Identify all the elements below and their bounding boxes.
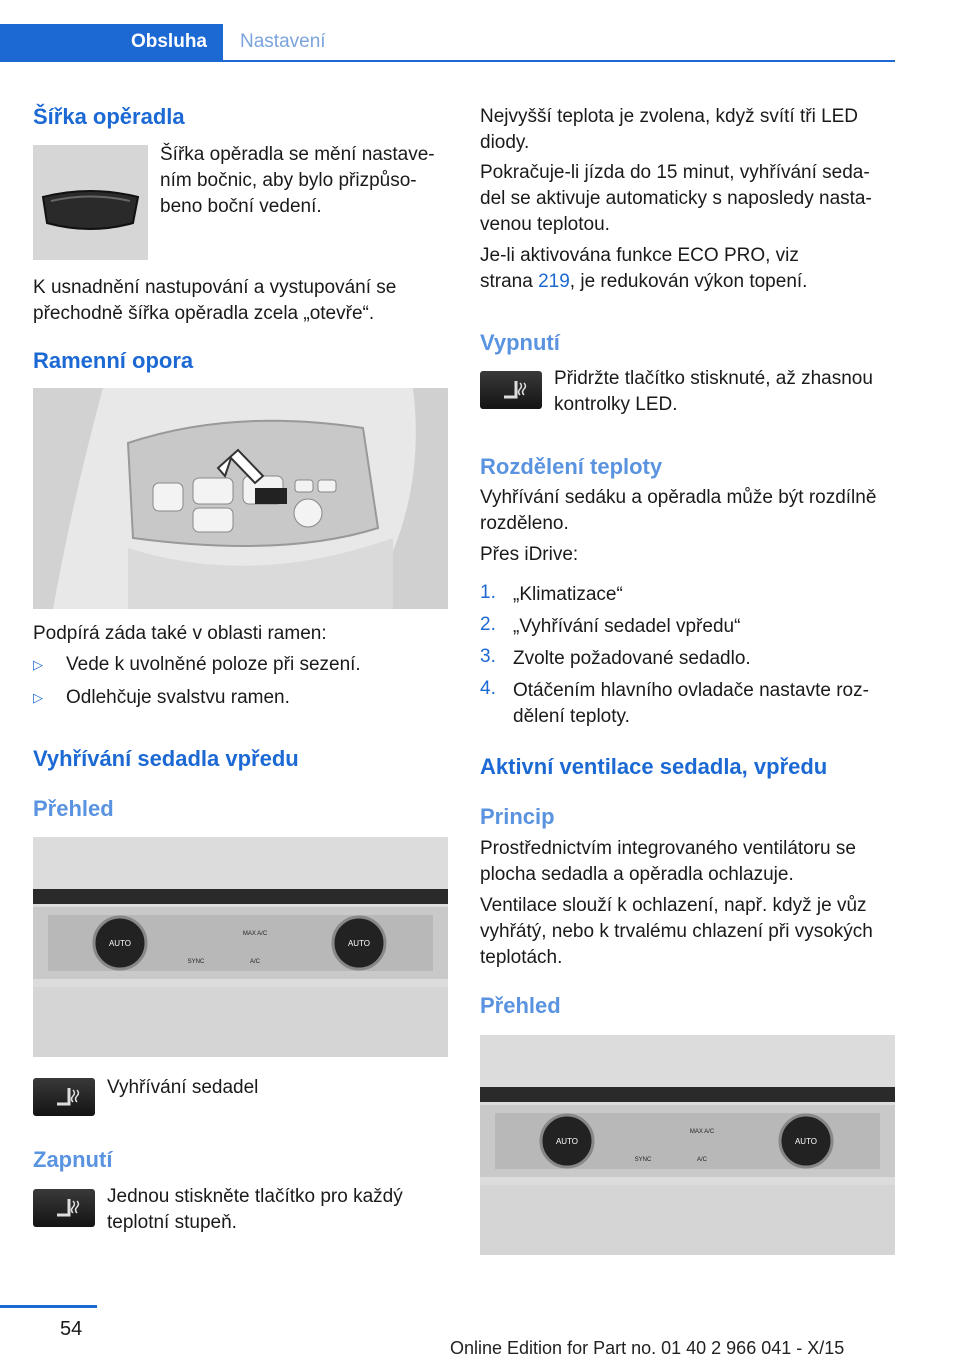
footer-edition: Online Edition for Part no. 01 40 2 966 041 - X/15 <box>450 1338 845 1358</box>
eco-pro-text-line2 <box>480 269 807 295</box>
heading-temp-distribution: Rozdělení teploty <box>480 454 663 479</box>
auto-resume-text: Pokračuje-li jízda do 15 minut, vyhřívání seda- del se aktivuje automaticky s naposledy nasta- venou teplotou. <box>480 162 872 235</box>
page-link-219[interactable]: 219 <box>538 271 570 292</box>
seat-controls-image <box>33 388 448 609</box>
climate-panel-image <box>33 837 448 1057</box>
svg-text:AUTO: AUTO <box>555 1137 579 1146</box>
temp-distribution-text: Vyhřívání sedáku a opěradla může být rozdílně rozděleno. <box>480 487 877 534</box>
eco-pro-text-prefix: strana <box>480 271 539 292</box>
svg-text:AUTO: AUTO <box>794 1137 818 1146</box>
principle-text-1: Prostřednictvím integrovaného ventilátoru se plocha sedadla a opěradla ochlazuje. <box>480 838 856 885</box>
step-number: 1. <box>480 582 496 603</box>
idrive-text: Přes iDrive: <box>480 544 579 565</box>
svg-text:AUTO: AUTO <box>108 939 132 948</box>
step-text: Zvolte požadované sedadlo. <box>513 648 751 669</box>
heading-overview-2: Přehled <box>480 993 561 1018</box>
bullet-item: Vede k uvolněné poloze při sezení. <box>66 654 361 675</box>
page-number: 54 <box>60 1318 83 1340</box>
svg-text:A/C: A/C <box>696 1157 708 1163</box>
heading-seat-heating: Vyhřívání sedadla vpředu <box>33 746 299 771</box>
seat-heating-label: Vyhřívání sedadel <box>107 1077 259 1098</box>
svg-text:SYNC: SYNC <box>187 959 205 965</box>
tab-nastaveni[interactable]: Nastavení <box>240 31 326 52</box>
backrest-width-switch-image <box>33 145 148 260</box>
seat-heating-button-icon <box>33 1189 95 1227</box>
heading-overview: Přehled <box>33 796 114 821</box>
step-text: Otáčením hlavního ovladače nastavte roz- dělení teploty. <box>513 680 869 727</box>
eco-pro-text-line1: Je-li aktivována funkce ECO PRO, viz <box>480 245 799 266</box>
step-number: 4. <box>480 678 496 699</box>
tab-obsluha[interactable]: Obsluha <box>0 24 223 60</box>
seat-heating-button-icon <box>480 371 542 409</box>
bullet-triangle-icon: ▷ <box>33 690 43 705</box>
seat-heating-button-icon <box>33 1078 95 1116</box>
bullet-item: Odlehčuje svalstvu ramen. <box>66 687 290 708</box>
switch-off-text: Přidržte tlačítko stisknuté, až zhasnou kontrolky LED. <box>554 368 873 415</box>
footer-accent-line <box>0 1305 97 1308</box>
step-number: 3. <box>480 646 496 667</box>
heading-switch-off: Vypnutí <box>480 330 560 355</box>
bullet-triangle-icon: ▷ <box>33 657 43 672</box>
principle-text-2: Ventilace slouží k ochlazení, např. když je vůz vyhřátý, nebo k trvalému chlazení při vysokých teplotách. <box>480 895 873 968</box>
svg-text:AUTO: AUTO <box>347 939 371 948</box>
heading-switch-on: Zapnutí <box>33 1147 113 1172</box>
switch-on-text: Jednou stiskněte tlačítko pro každý teplotní stupeň. <box>107 1186 403 1233</box>
svg-text:A/C: A/C <box>249 959 261 965</box>
step-number: 2. <box>480 614 496 635</box>
heading-shoulder-support: Ramenní opora <box>33 348 194 373</box>
svg-text:MAX A/C: MAX A/C <box>689 1129 715 1135</box>
shoulder-support-text: Podpírá záda také v oblasti ramen: <box>33 623 327 644</box>
heading-backrest-width: Šířka opěradla <box>33 104 185 129</box>
heading-principle: Princip <box>480 804 555 829</box>
climate-panel-image-2 <box>480 1035 895 1255</box>
max-temp-text: Nejvyšší teplota je zvolena, když svítí tři LED diody. <box>480 106 859 153</box>
eco-pro-text-suffix: , je redukován výkon topení. <box>569 271 808 292</box>
step-text: „Klimatizace“ <box>513 584 623 605</box>
header-tabs <box>0 24 895 62</box>
step-text: „Vyhřívání sedadel vpředu“ <box>513 616 741 637</box>
svg-text:MAX A/C: MAX A/C <box>242 931 268 937</box>
heading-seat-ventilation: Aktivní ventilace sedadla, vpředu <box>480 754 828 779</box>
backrest-width-text: Šířka opěradla se mění nastave- ním bočnic, aby bylo přizpůso- beno boční vedení. <box>160 144 435 217</box>
backrest-width-note: K usnadnění nastupování a vystupování se přechodně šířka opěradla zcela „otevře“. <box>33 277 397 324</box>
svg-text:SYNC: SYNC <box>634 1157 652 1163</box>
